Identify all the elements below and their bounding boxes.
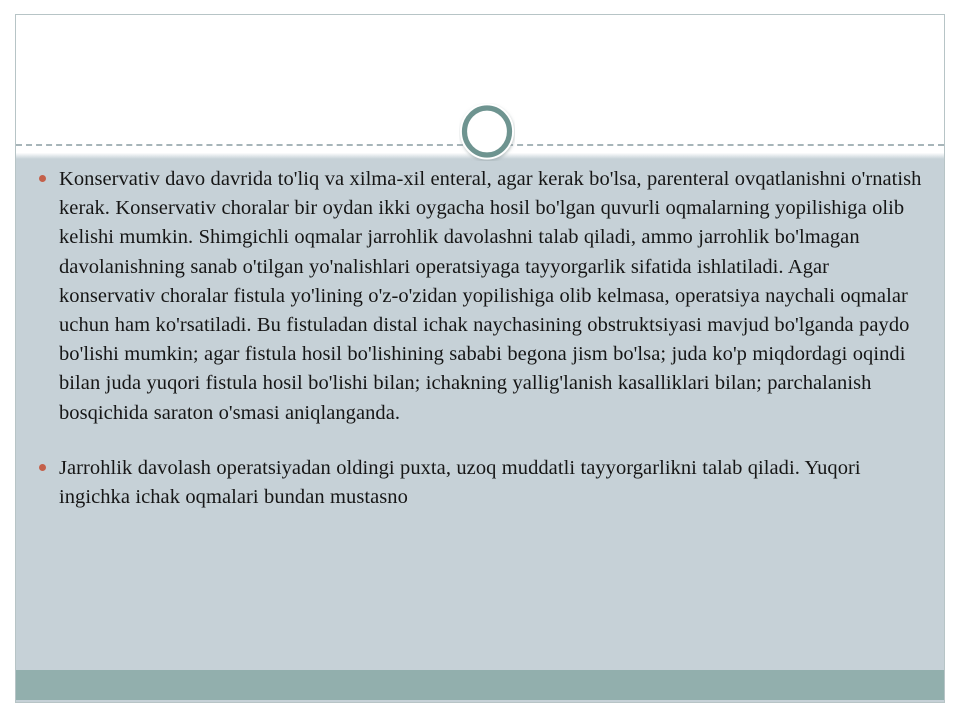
bullet-paragraph-text: Jarrohlik davolash operatsiyadan oldingi puxta, uzoq muddatli tayyorgarlikni talab qiladi. Yuqori ingichka ichak oqmalari bundan mustasno [59,456,861,509]
slide-content-body [39,165,923,512]
slide-footer-gap [16,700,944,702]
orange-dot-bullet-icon [39,464,46,471]
slide-page [15,14,945,703]
orange-dot-bullet-icon [39,175,46,182]
slide-footer-bar [16,670,944,700]
bullet-paragraph-text: Konservativ davo davrida to'liq va xilma-xil enteral, agar kerak bo'lsa, parenteral ovqatlanishni o'rnatish kerak. Konservativ choralar bir oydan ikki oygacha hosil bo'lgan quvurli oqmalarning yopilishiga olib kelishi mumkin. Shimgichli oqmalar jarrohlik davolashni talab qiladi, ammo jarrohlik bo'lmagan davolanishning sanab o'tilgan yo'nalishlari operatsiyaga tayyorgarlik sifatida ishlatiladi. Agar konservativ choralar fistula yo'lining o'z-o'zidan yopilishiga olib kelmasa, operatsiya naychali oqmalar uchun ham ko'rsatiladi. Bu fistuladan distal ichak naychasining obstruktsiyasi mavjud bo'lganda paydo bo'lishi mumkin; agar fistula hosil bo'lishining sababi begona jism bo'lsa; juda ko'p miqdordagi oqindi bilan juda yuqori fistula hosil bo'lishi bilan; ichakning yallig'lanish kasalliklari bilan; parchalanish bosqichida saraton o'smasi aniqlanganda. [59,168,922,424]
list-item [39,165,923,428]
list-item [39,454,923,512]
circle-ring-decoration-icon [459,103,515,161]
